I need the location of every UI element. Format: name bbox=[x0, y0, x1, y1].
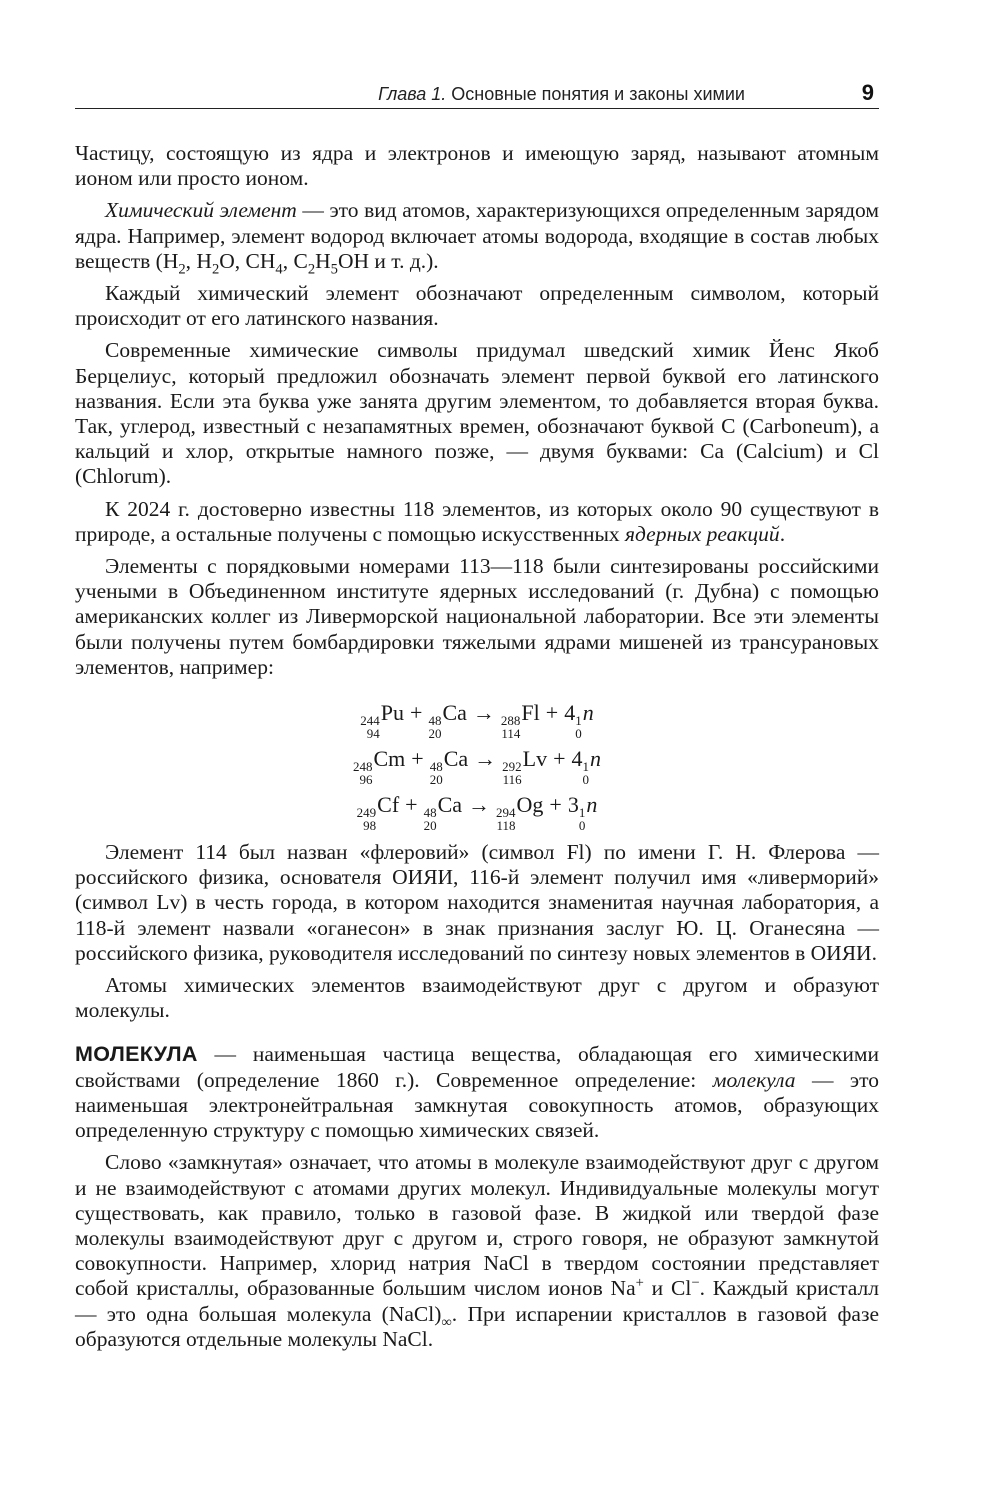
equation-oganesson: 249 98 Cf + 48 20 Ca → 294 118 Og + 3 1 0 n bbox=[356, 792, 598, 833]
paragraph-naming: Элемент 114 был назван «флеровий» (символ Fl) по имени Г. Н. Флерова — российского физика, основателя ОИЯИ, 116-й элемент получил имя «ливерморий» (символ Lv) в честь города, в котором находится знаменитая научная лаборатория, а 118-й элемент назвали «оганесон» в знак признания заслуг Ю. Ц. Оганесяна — российского физика, руководителя исследований по синтезу новых элементов в ОИЯИ. bbox=[75, 840, 879, 965]
formula-h2: $H_2$ bbox=[162, 248, 186, 278]
paragraph-berzelius: Современные химические символы придумал шведский химик Йенс Якоб Берцелиус, который предложил обозначать элемент первой буквой его латинского названия. Если эта буква уже занята другим элементом, то добавляется вторая буква. Так, углерод, известный с незапамятных времен, обозначают буквой C (Carboneum), а кальций и хлор, открытые намного позже, — двумя буквами: Ca (Calcium) и Cl (Chlorum). bbox=[75, 338, 879, 489]
equation-flerovium: 244 94 Pu + 48 20 Ca → 288 114 Fl + 4 1 0 n bbox=[360, 700, 594, 741]
running-header bbox=[75, 80, 879, 109]
paragraph-ion: Частицу, состоящую из ядра и электронов и имеющую заряд, называют атомным ионом или просто ионом. bbox=[75, 141, 879, 191]
chapter-title: Глава 1. Основные понятия и законы химии bbox=[378, 84, 745, 104]
formula-h2o: $H_2O$ bbox=[196, 248, 235, 278]
formula-ethanol: $C_2H_5OH$ bbox=[293, 248, 370, 278]
nuclear-reactions bbox=[75, 690, 879, 833]
page-number: 9 bbox=[861, 80, 874, 105]
paragraph-118-elements: К 2024 г. достоверно известны 118 элементов, из которых около 90 существуют в природе, а остальные получены с помощью искусственных ядерных реакций. bbox=[75, 496, 879, 546]
paragraph-molecule-definition: МОЛЕКУЛА — наименьшая частица вещества, обладающая его химическими свойствами (определение 1860 г.). Современное определение: молекула — это наименьшая электронейтральная замкнутая совокупность атомов, образующих определенную структуру с помощью химических связей. bbox=[75, 1042, 879, 1143]
paragraph-symbol: Каждый химический элемент обозначают определенным символом, который происходит от его латинского названия. bbox=[75, 281, 879, 331]
paragraph-molecules: Атомы химических элементов взаимодействуют друг с другом и образуют молекулы. bbox=[75, 973, 879, 1023]
paragraph-element: Химический элемент — это вид атомов, характеризующихся определенным зарядом ядра. Например, элемент водород включает атомы водорода, входящие в состав любых веществ ($H_2$, $H_2O$, $CH_4$, $C_2H_5OH$ и т. д.). bbox=[75, 198, 879, 278]
term-nuclear-reactions: ядерных реакций bbox=[625, 521, 780, 546]
term-molecule: МОЛЕКУЛА bbox=[75, 1042, 198, 1067]
paragraph-synthesis: Элементы с порядковыми номерами 113—118 были синтезированы российскими учеными в Объединенном институте ядерных исследований (г. Дубна) с помощью американских коллег из Ливерморской национальной лаборатории. Все эти элементы были получены путем бомбардировки тяжелыми ядрами мишеней из трансурановых элементов, например: bbox=[75, 554, 879, 679]
formula-ch4: $CH_4$ bbox=[245, 248, 283, 278]
paragraph-closed: Слово «замкнутая» означает, что атомы в молекуле взаимодействуют друг с другом и не взаимодействуют с атомами других молекул. Индивидуальные молекулы могут существовать, как правило, только в газовой фазе. В жидкой или твердой фазе молекулы взаимодействуют друг с другом и, строго говоря, не образуют замкнутой совокупности. Например, хлорид натрия NaCl в твердом состоянии представляет собой кристаллы, образованные большим числом ионов Na+ и Cl−. Каждый кристалл — это одна большая молекула $(NaCl)_\infty$. При испарении кристаллов в газовой фазе образуются отдельные молекулы NaCl. bbox=[75, 1150, 879, 1351]
equation-livermorium: 248 96 Cm + 48 20 Ca → 292 116 Lv + 4 1 0 n bbox=[352, 746, 602, 787]
body-text bbox=[75, 141, 879, 1359]
term-chemical-element: Химический элемент bbox=[105, 198, 297, 223]
